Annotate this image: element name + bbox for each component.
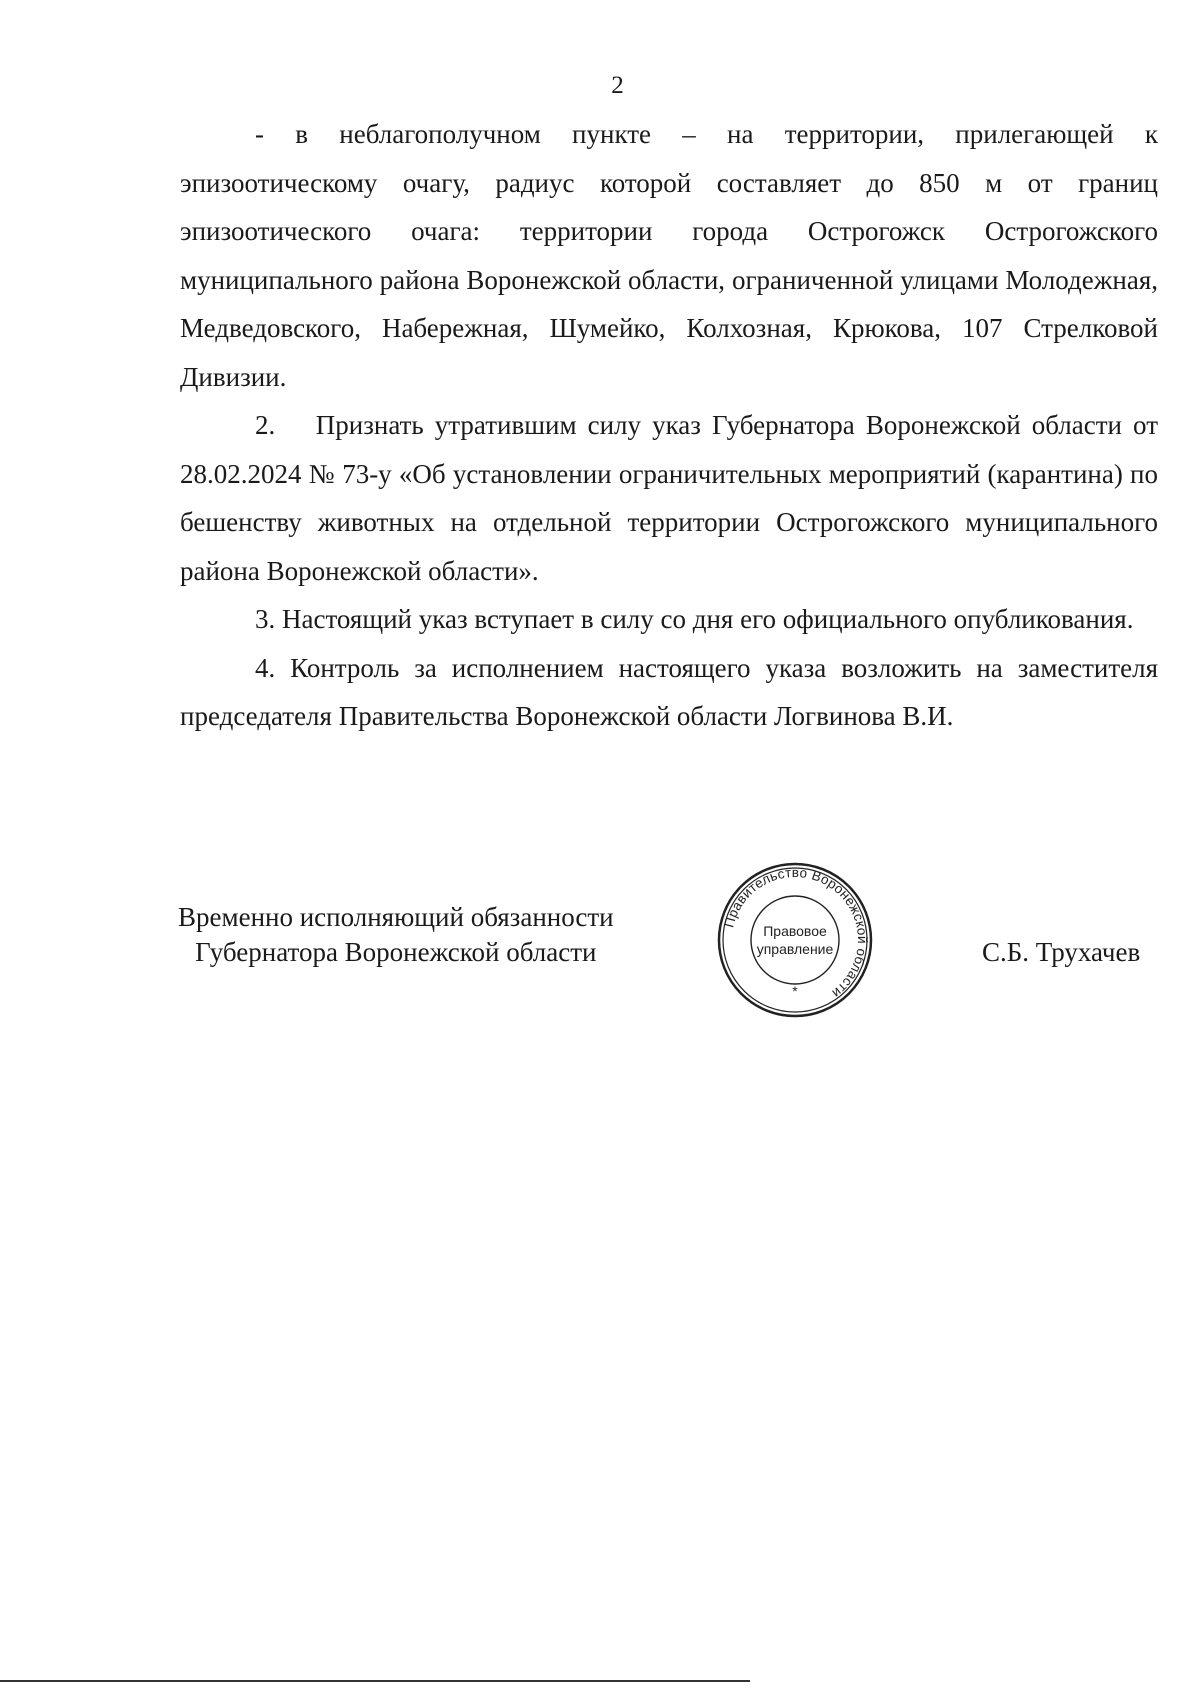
stamp-inner-line2: управление [756,941,834,957]
page-number: 2 [611,72,624,99]
paragraph-repeal-decree: 2. Признать утратившим силу указ Губернатора Воронежской области от 28.02.2024 № 73-у «Об установлении ограничительных мероприятий (карантина) по бешенству животных на отдельной территории Острогожского муниципального района Воронежской области». [180,410,1158,586]
official-stamp [715,860,875,1020]
signatory-name: С.Б. Трухачев [982,937,1141,967]
signatory-position [178,900,614,970]
paragraph-control: 4. Контроль за исполнением настоящего указа возложить на заместителя председателя Правительства Воронежской области Логвинова В.И. [180,652,1158,731]
stamp-inner-line1: Правовое [763,923,827,939]
scan-bottom-edge [0,1680,750,1682]
signatory-position-line1: Временно исполняющий обязанности [178,902,614,932]
document-body [180,110,1158,741]
paragraph-quarantine-zone: - в неблагополучном пункте – на территории, прилегающей к эпизоотическому очагу, радиус которой составляет до 850 м от границ эпизоотического очага: территории города Острогожск Острогожского муниципального района Воронежской области, ограниченной улицами Молодежная, Медведовского, Набережная, Шумейко, Колхозная, Крюкова, 107 Стрелковой Дивизии. [180,119,1158,392]
stamp-outer-text: Правительство Воронежской области [721,864,871,1002]
paragraph-effective-date: 3. Настоящий указ вступает в силу со дня его официального опубликования. [255,604,1134,634]
stamp-star: * [792,983,798,999]
signatory-position-line2: Губернатора Воронежской области [195,937,597,967]
